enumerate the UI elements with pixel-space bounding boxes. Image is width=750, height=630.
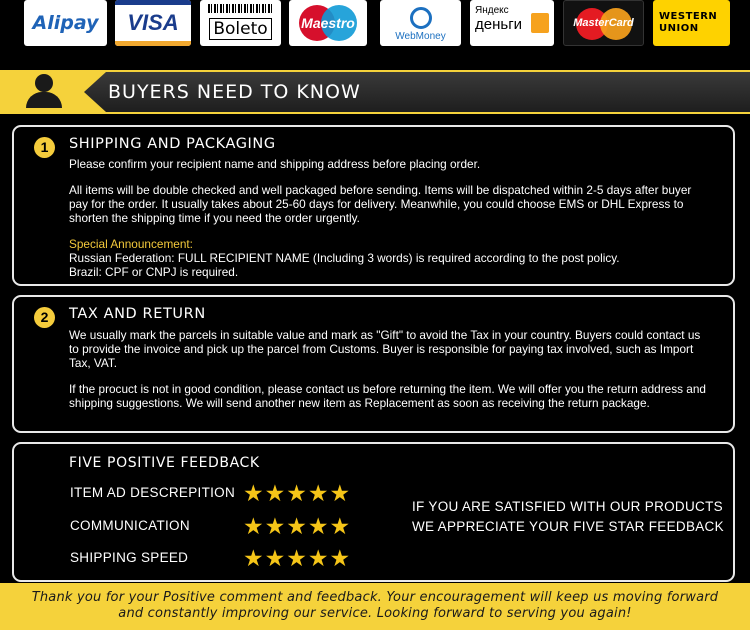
- union-label: UNION: [659, 23, 699, 34]
- feedback-message-line1: IF YOU ARE SATISFIED WITH OUR PRODUCTS: [412, 499, 723, 514]
- star-icon: ★: [307, 480, 330, 506]
- footer-line2: and constantly improving our service. Looking forward to serving you again!: [118, 606, 632, 621]
- star-icon: ★: [264, 480, 287, 506]
- alipay-logo: [24, 0, 107, 46]
- star-icon: ★: [264, 545, 287, 571]
- star-icon: ★: [243, 480, 265, 506]
- user-icon: [26, 74, 62, 108]
- star-icon: ★: [243, 545, 265, 571]
- star-icon: ★: [329, 545, 352, 571]
- return-text: If the procuct is not in good condition, please contact us before returning the item. We will offer you the return address and shipping suggestions. We will send another new item as Replacement as soon as receiving the return package.: [69, 382, 706, 410]
- wallet-icon: [531, 13, 549, 33]
- star-icon: ★: [329, 513, 352, 539]
- feedback-item-label: ITEM AD DESCREPITION: [70, 485, 236, 500]
- globe-icon: [410, 7, 432, 29]
- feedback-item-label: COMMUNICATION: [70, 518, 190, 533]
- star-rating: [243, 482, 351, 505]
- page-title: BUYERS NEED TO KNOW: [108, 81, 361, 103]
- alipay-label: Alipay: [32, 12, 99, 34]
- feedback-title: FIVE POSITIVE FEEDBACK: [69, 455, 260, 471]
- barcode-icon: [208, 4, 273, 13]
- buyers-header: [0, 70, 750, 114]
- shipping-confirm-text: Please confirm your recipient name and shipping address before placing order.: [69, 157, 481, 171]
- webmoney-label: WebMoney: [395, 30, 446, 42]
- star-icon: ★: [307, 513, 330, 539]
- yandex-label: Яндекс: [475, 5, 509, 16]
- boleto-logo: [200, 0, 281, 46]
- announcement-brazil: Brazil: CPF or CNPJ is required.: [69, 265, 239, 279]
- webmoney-logo: [380, 0, 461, 46]
- visa-logo: [115, 0, 191, 46]
- announcement-details: [69, 251, 713, 279]
- thank-you-footer: [0, 583, 750, 630]
- shipping-dispatch-text: All items will be double checked and well packaged before sending. Items will be dispatched within 2-5 days after buyer pay for the order. It usually takes about 25-60 days for delivery. Meanwhile, you could choose EMS or DHL Express to shorten the shipping time if you need the order urgently.: [69, 183, 692, 225]
- star-icon: ★: [307, 545, 330, 571]
- feedback-message-line2: WE APPRECIATE YOUR FIVE STAR FEEDBACK: [412, 519, 724, 534]
- feedback-panel: [12, 442, 735, 582]
- tax-title: TAX AND RETURN: [69, 306, 206, 322]
- star-icon: ★: [286, 545, 308, 571]
- star-icon: ★: [286, 513, 308, 539]
- footer-line1: Thank you for your Positive comment and feedback. Your encouragement will keep us moving forward: [31, 590, 719, 605]
- dengi-label: деньги: [475, 15, 523, 33]
- visa-label: VISA: [127, 10, 179, 35]
- visa-bottom-stripe: [115, 41, 191, 46]
- feedback-item-label: SHIPPING SPEED: [70, 550, 189, 565]
- section-number-badge: 2: [34, 307, 55, 328]
- western-label: WESTERN: [659, 10, 718, 22]
- star-icon: ★: [329, 480, 352, 506]
- maestro-logo: [289, 0, 367, 46]
- shipping-panel: [12, 125, 735, 286]
- mastercard-label: MasterCard: [573, 17, 634, 29]
- shipping-title: SHIPPING AND PACKAGING: [69, 136, 276, 152]
- maestro-label: Maestro: [301, 15, 355, 31]
- yandex-money-logo: [470, 0, 554, 46]
- tax-return-panel: [12, 295, 735, 433]
- payment-methods-strip: [0, 0, 750, 52]
- star-icon: ★: [243, 513, 265, 539]
- boleto-label: Boleto: [209, 18, 271, 40]
- mastercard-logo: [563, 0, 644, 46]
- star-icon: ★: [264, 513, 287, 539]
- star-rating: [243, 547, 351, 570]
- announcement-russia: Russian Federation: FULL RECIPIENT NAME (Including 3 words) is required according to the post policy.: [69, 251, 620, 265]
- tax-text: We usually mark the parcels in suitable value and mark as "Gift" to avoid the Tax in your country. Buyers could contact us to provide the invoice and pick up the parcel from Customs. Buyer is responsible for paying tax involved, such as Import Tax, VAT.: [69, 328, 701, 370]
- western-union-logo: [653, 0, 730, 46]
- star-icon: ★: [286, 480, 308, 506]
- special-announcement-label: Special Announcement:: [69, 237, 193, 251]
- section-number-badge: 1: [34, 137, 55, 158]
- star-rating: [243, 515, 351, 538]
